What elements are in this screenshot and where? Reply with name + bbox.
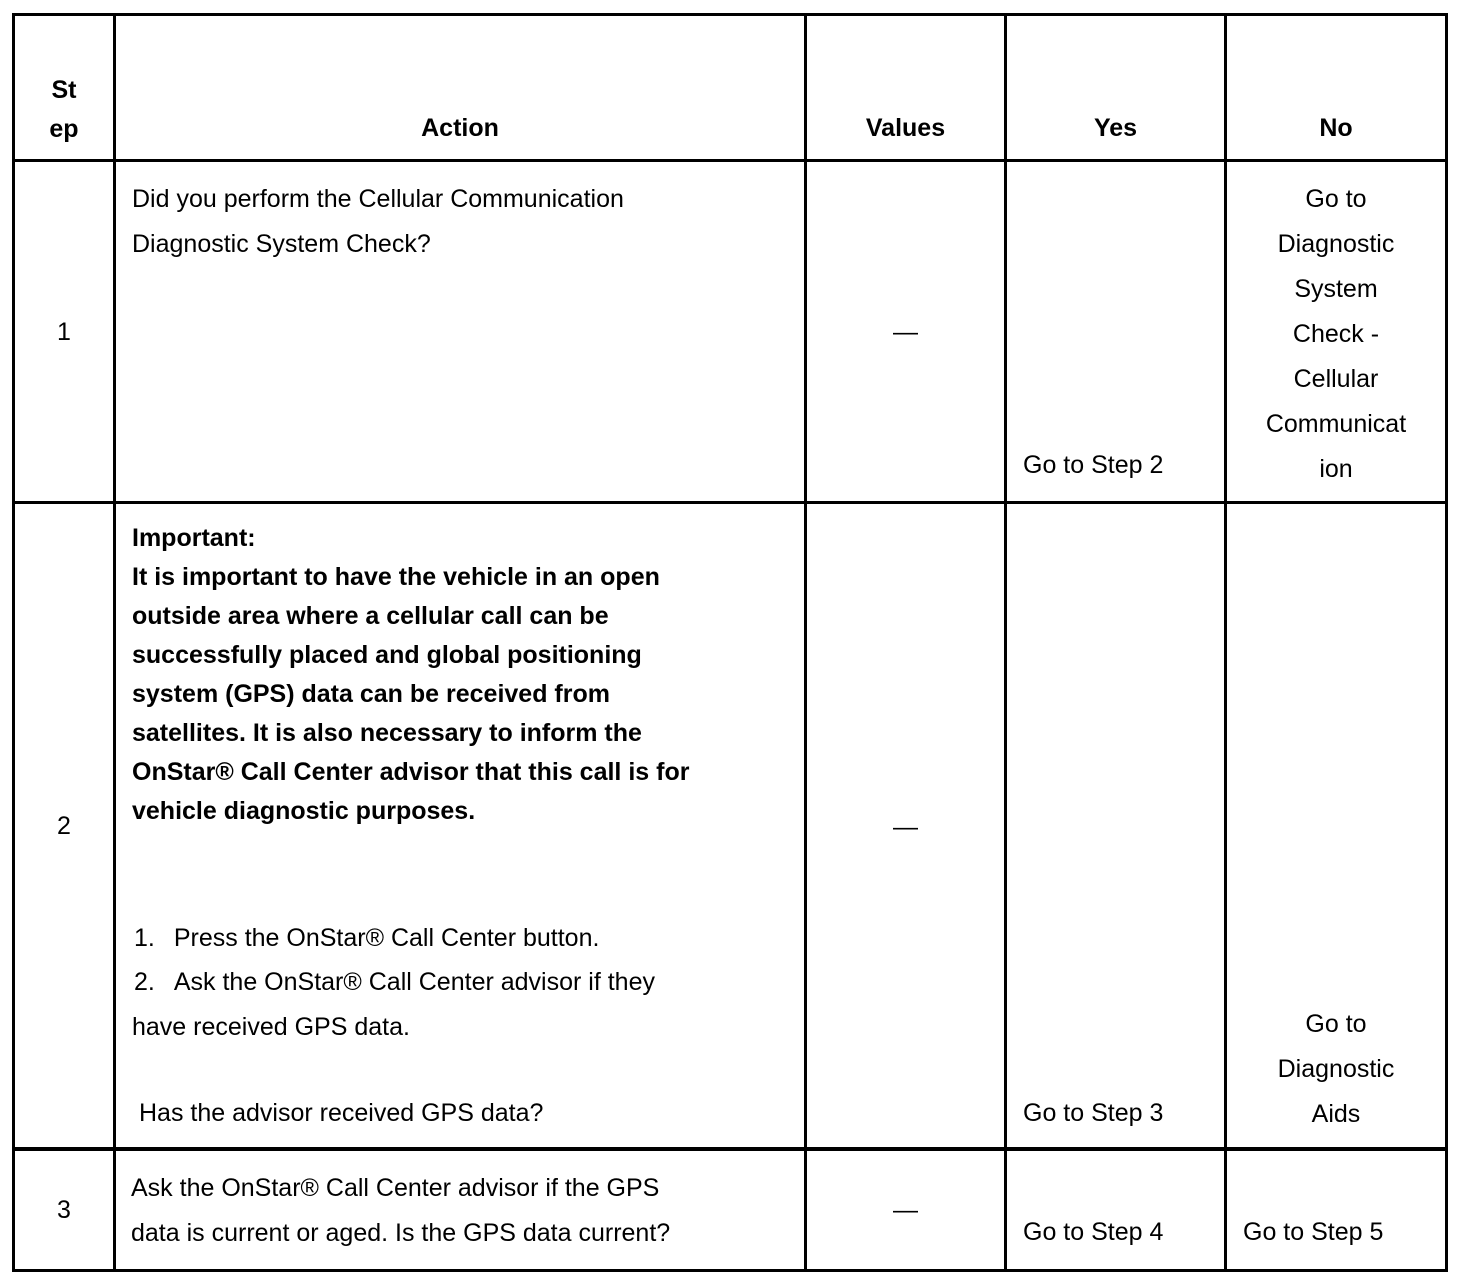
- col-divider-values: [1004, 13, 1007, 1272]
- row2-list-item-1: [134, 916, 794, 961]
- row2-list-item-2: [134, 960, 794, 1005]
- table-border-left: [12, 13, 15, 1272]
- row3-step: 3: [57, 1196, 71, 1224]
- row1-step: 1: [57, 318, 71, 346]
- header-yes: Yes: [1093, 114, 1138, 142]
- header-values: Values: [865, 114, 946, 142]
- header-no: No: [1319, 114, 1353, 142]
- row-divider-1: [12, 501, 1448, 504]
- row3-values: —: [893, 1196, 918, 1224]
- header-divider: [12, 159, 1448, 162]
- row2-no: Go to Diagnostic Aids: [1277, 1010, 1395, 1128]
- row1-action: Did you perform the Cellular Communication Diagnostic System Check?: [132, 185, 624, 258]
- row2-values: —: [893, 813, 918, 841]
- row2-question: Has the advisor received GPS data?: [139, 1099, 544, 1127]
- row3-no: Go to Step 5: [1243, 1218, 1384, 1246]
- list-text: Press the OnStar® Call Center button.: [173, 924, 600, 952]
- diagnostic-table: [12, 13, 1448, 1272]
- col-divider-step: [113, 13, 116, 1272]
- list-text: Ask the OnStar® Call Center advisor if they: [173, 968, 655, 996]
- row-divider-2: [12, 1147, 1448, 1151]
- row2-yes: Go to Step 3: [1023, 1099, 1164, 1127]
- table-border-right: [1445, 13, 1448, 1272]
- header-action: Action: [421, 114, 499, 142]
- table-border-bottom: [12, 1269, 1448, 1272]
- row2-important-label: Important:: [132, 524, 256, 552]
- row1-values: —: [893, 318, 918, 346]
- row2-step: 2: [57, 812, 71, 840]
- row2-important-text: It is important to have the vehicle in an open outside area where a cellular call can be successfully placed and global positioning system (GPS) data can be received from satellites. It is also necessary to inform the OnStar® Call Center advisor that this call is for vehicle diagnostic purposes.: [132, 563, 690, 825]
- list-number: 2.: [134, 968, 155, 996]
- row2-list-continuation: have received GPS data.: [132, 1013, 410, 1041]
- col-divider-action: [804, 13, 807, 1272]
- header-step: St ep: [49, 76, 79, 143]
- table-border-top: [12, 13, 1448, 16]
- row1-no: Go to Diagnostic System Check - Cellular Communicat ion: [1265, 185, 1407, 483]
- row3-yes: Go to Step 4: [1023, 1218, 1164, 1246]
- row1-yes: Go to Step 2: [1023, 451, 1164, 479]
- list-number: 1.: [134, 924, 155, 952]
- row3-action: Ask the OnStar® Call Center advisor if the GPS data is current or aged. Is the GPS data current?: [131, 1174, 671, 1247]
